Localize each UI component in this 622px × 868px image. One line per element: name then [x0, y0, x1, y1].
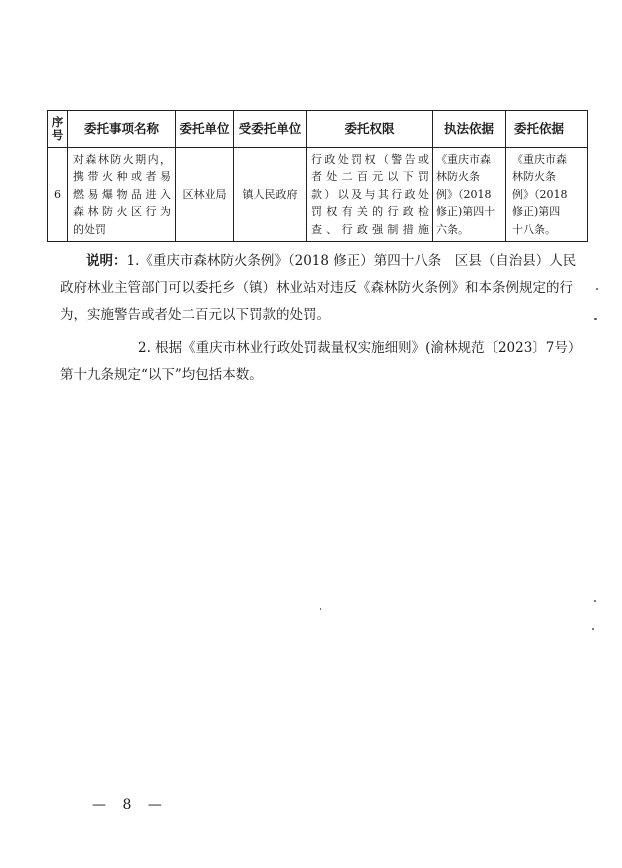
scan-speck [594, 318, 597, 320]
item-line: 燃易爆物品进入 [73, 187, 171, 201]
basis-line: 《重庆市森 [436, 152, 491, 166]
header-entrusted: 受委托单位 [234, 111, 307, 148]
header-authority: 委托权限 [307, 111, 433, 148]
entrust-basis-line: 修正)第四 [512, 205, 561, 219]
authority-line: 查、行政强制措施 [311, 222, 429, 236]
row-entrust-basis [506, 148, 588, 242]
scan-speck [596, 288, 598, 290]
header-unit: 委托单位 [176, 111, 234, 148]
delegation-table [47, 110, 588, 242]
row-item [68, 148, 176, 242]
entrust-basis-line: 《重庆市森 [512, 152, 567, 166]
row-authority [307, 148, 433, 242]
notes-label: 说明： [86, 253, 127, 269]
entrust-basis-line: 林防火条 [512, 170, 556, 184]
entrust-basis-line: 例》（2018 [512, 187, 568, 201]
table-row [48, 148, 588, 242]
item-line: 森林防火区行为 [73, 205, 171, 219]
basis-line: 例》（2018 [436, 187, 492, 201]
table-header-row [48, 111, 588, 148]
page-number: — 8 — [92, 797, 168, 813]
row-index: 6 [48, 148, 68, 242]
row-basis [433, 148, 506, 242]
item-line: 对森林防火期内， [73, 152, 171, 166]
note-1-text: 1.《重庆市森林防火条例》（2018 修正）第四十八条 区县（自治县）人民政府林业主管部门可以委托乡（镇）林业站对违反《森林防火条例》和本条例规定的行为，实施警告或者处二百元以下罚款的处罚。 [60, 253, 577, 323]
authority-line: 者处二百元以下罚 [311, 170, 429, 184]
authority-line: 罚权有关的行政检 [311, 205, 429, 219]
authority-line: 行政处罚权（警告或 [311, 152, 429, 166]
basis-line: 林防火条 [436, 170, 480, 184]
basis-line: 六条。 [436, 222, 469, 236]
scan-speck [320, 608, 321, 610]
header-item: 委托事项名称 [68, 111, 176, 148]
note-2: 2. 根据《重庆市林业行政处罚裁量权实施细则》(渝林规范〔2023〕7号）第十九条规定“以下”均包括本数。 [60, 340, 575, 383]
item-line: 的处罚 [73, 222, 106, 236]
entrust-basis-line: 十八条。 [512, 222, 556, 236]
scan-speck [592, 628, 594, 630]
row-entrusted: 镇人民政府 [234, 148, 307, 242]
header-basis: 执法依据 [433, 111, 506, 148]
row-unit: 区林业局 [176, 148, 234, 242]
header-index: 序号 [48, 111, 68, 148]
header-entrust-basis: 委托依据 [506, 111, 588, 148]
authority-line: 款）以及与其行政处 [311, 187, 429, 201]
notes-section [60, 248, 580, 389]
basis-line: 修正)第四十 [436, 205, 496, 219]
note-1 [60, 248, 580, 329]
scan-speck [594, 600, 596, 602]
item-line: 携带火种或者易 [73, 170, 171, 184]
